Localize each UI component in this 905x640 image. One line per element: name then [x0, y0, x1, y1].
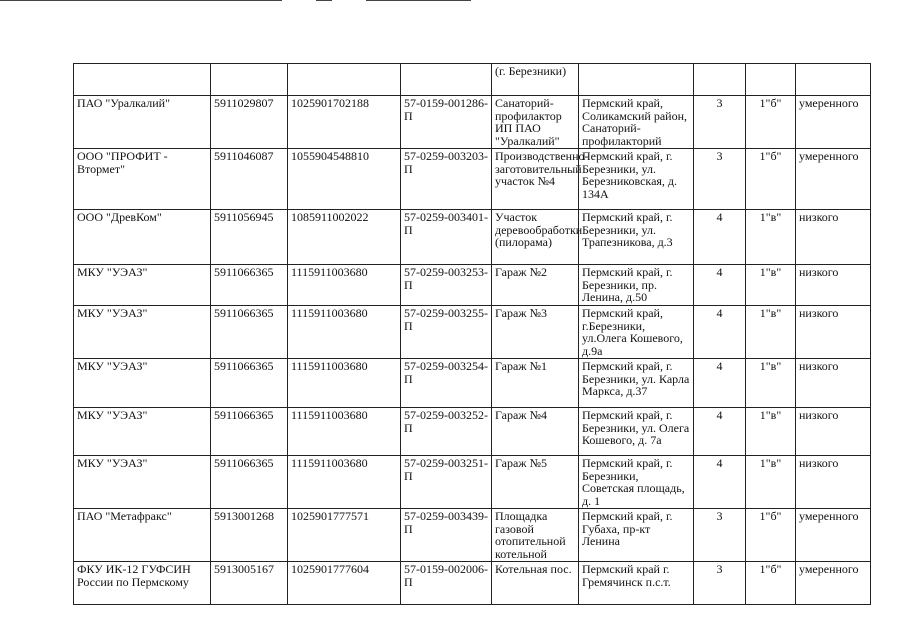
- ogrn-cell: 1115911003680: [288, 359, 401, 408]
- object-cell: (г. Березники): [492, 64, 579, 96]
- code-cell: 57-0259-003203-П: [401, 149, 492, 210]
- category-cell: 4: [694, 408, 746, 456]
- category-cell: 4: [694, 265, 746, 306]
- table-row: [74, 456, 871, 509]
- table-row: [74, 306, 871, 359]
- org-cell: ПАО "Уралкалий": [74, 96, 211, 149]
- org-cell: МКУ "УЭАЗ": [74, 359, 211, 408]
- risk-cell: низкого: [796, 408, 871, 456]
- risk-cell: умеренного: [796, 562, 871, 605]
- risk-cell: низкого: [796, 359, 871, 408]
- code-cell: 57-0159-001286-П: [401, 96, 492, 149]
- category-cell: 3: [694, 149, 746, 210]
- class-cell: 1"б": [746, 509, 796, 562]
- ogrn-cell: 1085911002022: [288, 210, 401, 265]
- inn-cell: 5913005167: [211, 562, 288, 605]
- class-cell: 1"в": [746, 456, 796, 509]
- category-cell: 4: [694, 456, 746, 509]
- address-cell: Пермский край г. Гремячинск п.с.т.: [579, 562, 694, 605]
- risk-cell: низкого: [796, 456, 871, 509]
- table-row: [74, 265, 871, 306]
- object-cell: Производственно-заготовительный участок №4: [492, 149, 579, 210]
- ogrn-cell: 1115911003680: [288, 265, 401, 306]
- address-cell: Пермский край, г. Березники, ул. Карла Маркса, д.37: [579, 359, 694, 408]
- address-cell: Пермский край, г.Березники, ул.Олега Кошевого, д.9а: [579, 306, 694, 359]
- ogrn-cell: 1115911003680: [288, 306, 401, 359]
- class-cell: [746, 64, 796, 96]
- org-cell: ООО "ДревКом": [74, 210, 211, 265]
- ogrn-cell: 1115911003680: [288, 456, 401, 509]
- scan-edge-line: [366, 0, 471, 1]
- code-cell: 57-0159-002006-П: [401, 562, 492, 605]
- ogrn-cell: 1115911003680: [288, 408, 401, 456]
- org-cell: [74, 64, 211, 96]
- object-cell: Гараж №3: [492, 306, 579, 359]
- class-cell: 1"б": [746, 562, 796, 605]
- table-row: [74, 359, 871, 408]
- address-cell: Пермский край, г. Губаха, пр-кт Ленина: [579, 509, 694, 562]
- code-cell: 57-0259-003254-П: [401, 359, 492, 408]
- risk-cell: умеренного: [796, 149, 871, 210]
- class-cell: 1"в": [746, 359, 796, 408]
- class-cell: 1"в": [746, 265, 796, 306]
- code-cell: 57-0259-003252-П: [401, 408, 492, 456]
- table-row: [74, 509, 871, 562]
- object-cell: Гараж №1: [492, 359, 579, 408]
- address-cell: Пермский край, г. Березники, пр. Ленина, д.50: [579, 265, 694, 306]
- table-row: [74, 210, 871, 265]
- risk-cell: низкого: [796, 306, 871, 359]
- table-row-continuation: [74, 64, 871, 96]
- ogrn-cell: 1025901777571: [288, 509, 401, 562]
- inn-cell: 5911066365: [211, 359, 288, 408]
- category-cell: 3: [694, 509, 746, 562]
- category-cell: 4: [694, 210, 746, 265]
- address-cell: Пермский край, г. Березники, ул. Трапезникова, д.3: [579, 210, 694, 265]
- inn-cell: 5911066365: [211, 306, 288, 359]
- code-cell: 57-0259-003251-П: [401, 456, 492, 509]
- table-row: [74, 149, 871, 210]
- ogrn-cell: [288, 64, 401, 96]
- inn-cell: [211, 64, 288, 96]
- object-cell: Котельная пос.: [492, 562, 579, 605]
- org-cell: ФКУ ИК-12 ГУФСИН России по Пермскому: [74, 562, 211, 605]
- risk-cell: умеренного: [796, 96, 871, 149]
- object-cell: Площадка газовой отопительной котельной: [492, 509, 579, 562]
- ogrn-cell: 1055904548810: [288, 149, 401, 210]
- scan-edge-line: [0, 0, 282, 1]
- ogrn-cell: 1025901702188: [288, 96, 401, 149]
- org-cell: МКУ "УЭАЗ": [74, 306, 211, 359]
- inn-cell: 5913001268: [211, 509, 288, 562]
- org-cell: ПАО "Метафракс": [74, 509, 211, 562]
- risk-cell: низкого: [796, 210, 871, 265]
- risk-cell: низкого: [796, 265, 871, 306]
- code-cell: 57-0259-003439-П: [401, 509, 492, 562]
- object-cell: Гараж №5: [492, 456, 579, 509]
- scan-edge-line: [316, 0, 332, 1]
- address-cell: [579, 64, 694, 96]
- address-cell: Пермский край, г. Березники, ул. Олега Кошевого, д. 7а: [579, 408, 694, 456]
- category-cell: 3: [694, 562, 746, 605]
- inn-cell: 5911029807: [211, 96, 288, 149]
- object-cell: Санаторий-профилактор ИП ПАО "Уралкалий": [492, 96, 579, 149]
- category-cell: 4: [694, 306, 746, 359]
- org-cell: МКУ "УЭАЗ": [74, 456, 211, 509]
- inn-cell: 5911066365: [211, 456, 288, 509]
- org-cell: ООО "ПРОФИТ - Втормет": [74, 149, 211, 210]
- inn-cell: 5911066365: [211, 408, 288, 456]
- risk-cell: [796, 64, 871, 96]
- risk-cell: умеренного: [796, 509, 871, 562]
- org-cell: МКУ "УЭАЗ": [74, 408, 211, 456]
- table-row: [74, 96, 871, 149]
- object-cell: Гараж №2: [492, 265, 579, 306]
- address-cell: Пермский край, г. Березники, ул. Березниковская, д. 134А: [579, 149, 694, 210]
- address-cell: Пермский край, Соликамский район, Санаторий-профилакторий: [579, 96, 694, 149]
- table-row: [74, 408, 871, 456]
- class-cell: 1"б": [746, 96, 796, 149]
- class-cell: 1"б": [746, 149, 796, 210]
- class-cell: 1"в": [746, 210, 796, 265]
- object-cell: Участок деревообработки (пилорама): [492, 210, 579, 265]
- category-cell: [694, 64, 746, 96]
- object-cell: Гараж №4: [492, 408, 579, 456]
- class-cell: 1"в": [746, 306, 796, 359]
- category-cell: 4: [694, 359, 746, 408]
- class-cell: 1"в": [746, 408, 796, 456]
- ogrn-cell: 1025901777604: [288, 562, 401, 605]
- category-cell: 3: [694, 96, 746, 149]
- code-cell: 57-0259-003253-П: [401, 265, 492, 306]
- inn-cell: 5911066365: [211, 265, 288, 306]
- code-cell: [401, 64, 492, 96]
- inn-cell: 5911046087: [211, 149, 288, 210]
- address-cell: Пермский край, г. Березники, Советская площадь, д. 1: [579, 456, 694, 509]
- inn-cell: 5911056945: [211, 210, 288, 265]
- code-cell: 57-0259-003401-П: [401, 210, 492, 265]
- code-cell: 57-0259-003255-П: [401, 306, 492, 359]
- table-row: [74, 562, 871, 605]
- org-cell: МКУ "УЭАЗ": [74, 265, 211, 306]
- facilities-registry-table: [73, 63, 871, 605]
